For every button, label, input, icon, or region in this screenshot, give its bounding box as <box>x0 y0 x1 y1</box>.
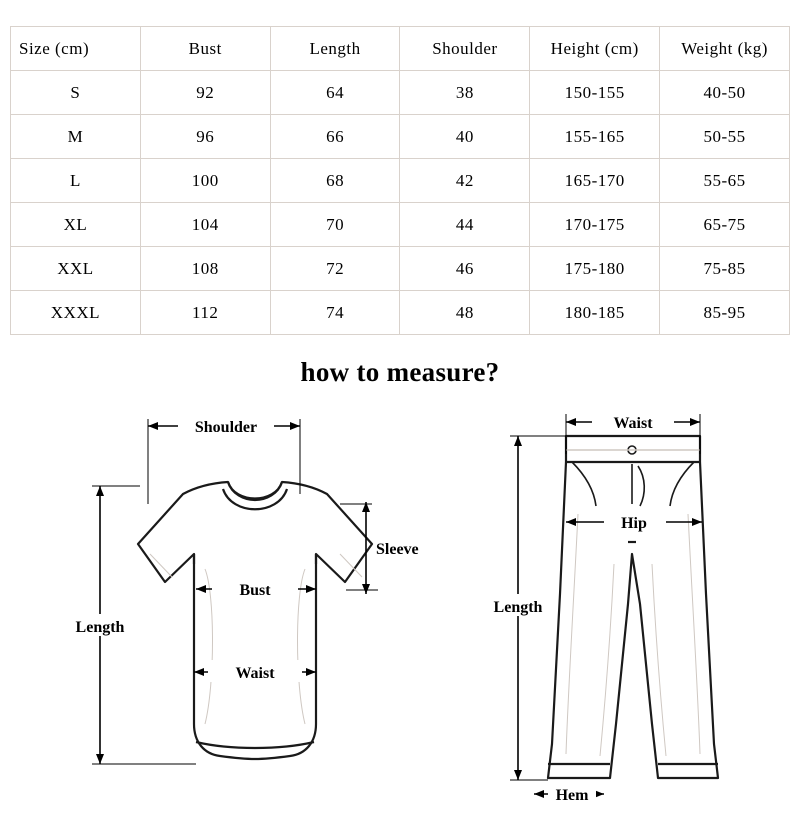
pants-hem-label: Hem <box>555 787 589 804</box>
cell-size: S <box>11 71 141 115</box>
cell-shoulder: 46 <box>400 247 530 291</box>
cell-height: 150-155 <box>530 71 660 115</box>
shirt-waist-label: Waist <box>235 665 275 682</box>
sleeve-dimension <box>340 502 419 594</box>
size-table-container <box>0 0 800 335</box>
column-header-size: Size (cm) <box>11 27 141 71</box>
cell-length: 68 <box>270 159 400 203</box>
cell-length: 66 <box>270 115 400 159</box>
column-header-bust: Bust <box>140 27 270 71</box>
pants-hip-dimension <box>566 510 702 532</box>
cell-weight: 75-85 <box>660 247 790 291</box>
cell-bust: 112 <box>140 291 270 335</box>
pants-hem-dimension <box>534 784 604 804</box>
measure-diagrams <box>0 394 800 814</box>
size-table <box>10 26 790 335</box>
table-row <box>11 203 790 247</box>
pants-waist-dimension <box>566 412 700 454</box>
shirt-length-label: Length <box>75 619 125 636</box>
column-header-height: Height (cm) <box>530 27 660 71</box>
cell-height: 170-175 <box>530 203 660 247</box>
cell-height: 165-170 <box>530 159 660 203</box>
shirt-length-dimension <box>62 486 196 764</box>
cell-shoulder: 40 <box>400 115 530 159</box>
t-shirt-outline <box>138 482 372 759</box>
cell-size: M <box>11 115 141 159</box>
column-header-weight: Weight (kg) <box>660 27 790 71</box>
table-row <box>11 71 790 115</box>
pants-waist-label: Waist <box>613 415 653 432</box>
cell-size: XL <box>11 203 141 247</box>
table-header-row <box>11 27 790 71</box>
cell-size: L <box>11 159 141 203</box>
cell-bust: 100 <box>140 159 270 203</box>
cell-length: 64 <box>270 71 400 115</box>
pants-length-label: Length <box>493 599 543 616</box>
bust-dimension <box>196 577 316 599</box>
cell-weight: 50-55 <box>660 115 790 159</box>
cell-shoulder: 44 <box>400 203 530 247</box>
cell-shoulder: 48 <box>400 291 530 335</box>
cell-height: 155-165 <box>530 115 660 159</box>
page-title: how to measure? <box>300 357 500 387</box>
table-row <box>11 291 790 335</box>
table-row <box>11 115 790 159</box>
cell-weight: 65-75 <box>660 203 790 247</box>
cell-bust: 92 <box>140 71 270 115</box>
cell-weight: 85-95 <box>660 291 790 335</box>
shoulder-label: Shoulder <box>194 419 258 436</box>
cell-shoulder: 38 <box>400 71 530 115</box>
pants-details <box>566 446 700 506</box>
cell-size: XXXL <box>11 291 141 335</box>
t-shirt-measure-diagram <box>62 416 419 764</box>
table-row <box>11 159 790 203</box>
cell-weight: 40-50 <box>660 71 790 115</box>
sleeve-label: Sleeve <box>376 541 419 558</box>
shirt-waist-dimension <box>194 660 316 682</box>
column-header-length: Length <box>270 27 400 71</box>
cell-length: 70 <box>270 203 400 247</box>
cell-bust: 96 <box>140 115 270 159</box>
cell-height: 180-185 <box>530 291 660 335</box>
cell-height: 175-180 <box>530 247 660 291</box>
bust-label: Bust <box>239 582 271 599</box>
pants-hip-label: Hip <box>621 515 647 532</box>
table-row <box>11 247 790 291</box>
pants-shading <box>566 514 700 756</box>
cell-bust: 108 <box>140 247 270 291</box>
pants-measure-diagram <box>480 412 718 804</box>
cell-bust: 104 <box>140 203 270 247</box>
cell-length: 72 <box>270 247 400 291</box>
cell-size: XXL <box>11 247 141 291</box>
cell-length: 74 <box>270 291 400 335</box>
cell-weight: 55-65 <box>660 159 790 203</box>
column-header-shoulder: Shoulder <box>400 27 530 71</box>
cell-shoulder: 42 <box>400 159 530 203</box>
